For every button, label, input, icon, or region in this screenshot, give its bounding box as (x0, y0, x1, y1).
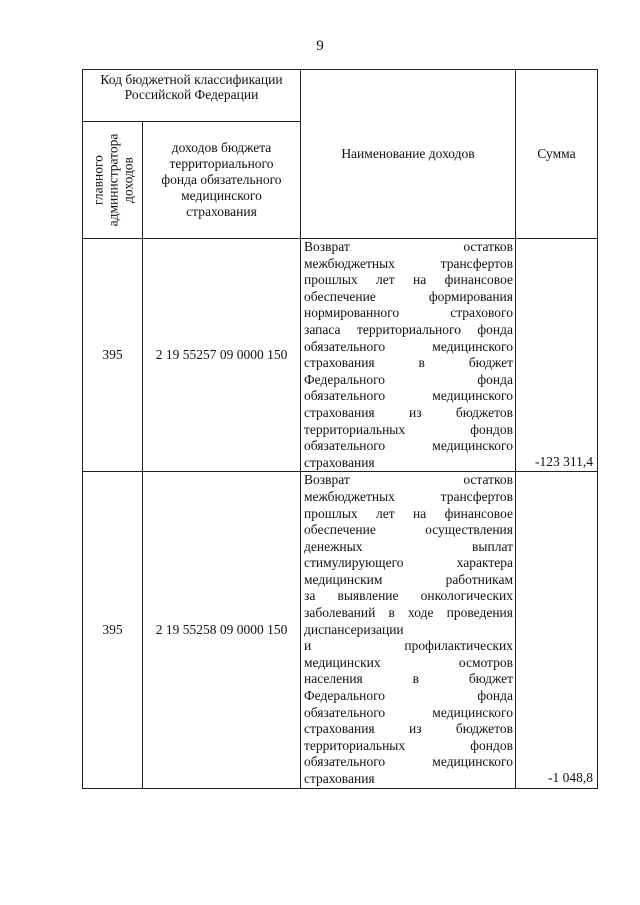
table-header-row-1 (83, 70, 598, 122)
income-name-line: обеспечение формирования (304, 288, 513, 304)
income-name-line: населения в бюджет (304, 671, 513, 687)
header-classification-code: Код бюджетной классификации Российской Федерации (83, 70, 301, 122)
income-name-line: страхования из бюджетов (304, 721, 513, 737)
income-name-line: страхования (304, 454, 375, 470)
income-name-line: нормированного страхового (304, 305, 513, 321)
income-name-line: территориальных фондов (304, 737, 513, 753)
sum-cell: -1 048,8 (516, 472, 598, 788)
income-name-line: денежных выплат (304, 538, 513, 554)
income-name-line: страхования (304, 771, 375, 786)
income-name-line: прошлых лет на финансовое (304, 505, 513, 521)
table-row (83, 239, 598, 472)
income-name-line: Федерального фонда (304, 371, 513, 387)
page-number: 9 (316, 38, 324, 54)
income-name-line: стимулирующего характера (304, 555, 513, 571)
table-row (83, 472, 598, 788)
income-name-line: за выявление онкологических (304, 588, 513, 604)
income-name-line: Возврат остатков (304, 472, 513, 488)
income-name-line: страхования в бюджет (304, 355, 513, 371)
admin-code-cell: 395 (83, 472, 143, 788)
income-name-line: межбюджетных трансфертов (304, 488, 513, 504)
header-income-code: доходов бюджета территориального фонда обязательного медицинского страхования (143, 122, 301, 239)
income-name-line: медицинским работникам (304, 571, 513, 587)
header-admin-line: доходов (120, 157, 135, 203)
header-admin-code (83, 122, 143, 239)
income-name-line: обязательного медицинского (304, 388, 513, 404)
income-name-line: территориальных фондов (304, 421, 513, 437)
income-name-line: обязательного медицинского (304, 704, 513, 720)
income-name-line: запаса территориального фонда (304, 321, 513, 337)
income-name-line: межбюджетных трансфертов (304, 255, 513, 271)
admin-code-cell: 395 (83, 239, 143, 472)
income-name-line: и профилактических (304, 638, 513, 654)
income-name-line: заболеваний в ходе проведения (304, 605, 513, 621)
header-admin-line: администратора (105, 133, 120, 227)
income-name-line: обязательного медицинского (304, 338, 513, 354)
budget-table (82, 69, 598, 789)
header-income-name: Наименование доходов (301, 70, 516, 239)
income-name-line: страхования из бюджетов (304, 404, 513, 420)
income-name-line: прошлых лет на финансовое (304, 272, 513, 288)
sum-cell: -123 311,4 (516, 239, 598, 472)
income-name-cell (301, 239, 516, 472)
income-name-line: обязательного медицинского (304, 438, 513, 454)
income-name-line: обеспечение осуществления (304, 522, 513, 538)
header-sum: Сумма (516, 70, 598, 239)
income-code-cell: 2 19 55257 09 0000 150 (143, 239, 301, 472)
income-code-cell: 2 19 55258 09 0000 150 (143, 472, 301, 788)
income-name-line: обязательного медицинского (304, 754, 513, 770)
income-name-line: диспансеризации (304, 621, 404, 637)
income-name-line: медицинских осмотров (304, 654, 513, 670)
income-name-line: Федерального фонда (304, 688, 513, 704)
header-admin-line: главного (90, 155, 105, 205)
income-name-cell (301, 472, 516, 788)
income-name-line: Возврат остатков (304, 239, 513, 254)
